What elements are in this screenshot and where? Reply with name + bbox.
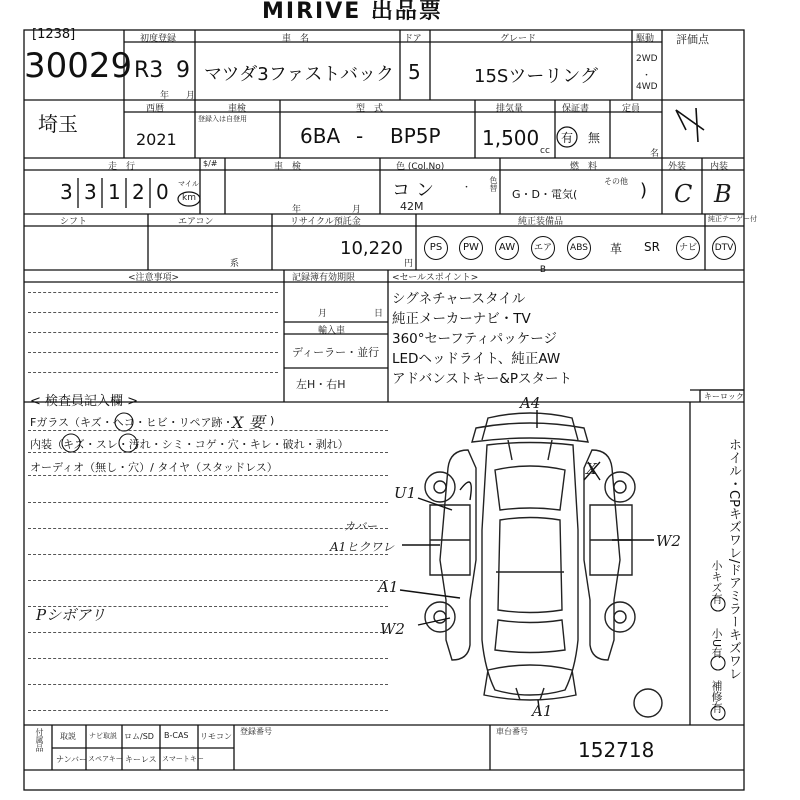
inspector-line	[28, 684, 388, 685]
equip-dtv: DTV	[712, 236, 736, 260]
model-prefix: 6BA	[300, 124, 341, 148]
warranty-label: 保証書	[562, 104, 590, 114]
accessory-label: 付属品	[35, 728, 44, 752]
inspection-sub: 登録入は自登用	[198, 115, 247, 123]
inspector-line	[28, 452, 388, 453]
handwritten-note: Pシボアリ	[36, 606, 106, 624]
sales-point-5: アドバンストキー&Pスタート	[392, 371, 572, 387]
inspection-label-2: 車 検	[274, 162, 302, 172]
registration-label: 登録番号	[240, 727, 272, 736]
doors-label: ドア	[404, 34, 422, 44]
mileage-digit-2: 3	[84, 180, 97, 204]
car-diagram	[400, 410, 662, 717]
sales-label: <セールスポイント>	[392, 273, 479, 283]
side-note-main: ホイル・CPキズワレ/ドアミラーキズワレ	[726, 438, 741, 681]
caution-line	[28, 372, 278, 373]
inspector-line	[28, 430, 388, 431]
inspector-label: < 検査員記入欄 >	[30, 394, 139, 409]
doors-value: 5	[408, 60, 421, 84]
record-day: 日	[374, 309, 384, 319]
diag-label-a1-left: A1	[378, 578, 399, 596]
record-label: 記録簿有効期限	[292, 273, 356, 283]
caution-label: <注意事項>	[128, 273, 180, 283]
ac-label: エアコン	[178, 217, 214, 227]
acc-remote: リモコン	[200, 732, 232, 741]
acc-navi-manual: ナビ取説	[89, 732, 117, 740]
diag-label-cover: カバー	[344, 520, 377, 533]
cc-unit: cc	[540, 146, 550, 156]
ins-month-unit: 月	[352, 205, 362, 215]
equipment-label: 純正装備品	[518, 217, 564, 227]
caution-line	[28, 292, 278, 293]
color-label: 色 (Col.No)	[396, 162, 445, 172]
sdollar-label: $/#	[203, 159, 218, 168]
lot-number: 30029	[24, 46, 133, 86]
diag-label-a1-crack: A1ヒクワレ	[330, 540, 395, 554]
first-reg-label: 初度登録	[140, 34, 177, 44]
caution-line	[28, 332, 278, 333]
km-unit: km	[182, 193, 196, 203]
fuel-label: 燃 料	[570, 162, 598, 172]
interior-line: 内装（キズ・スレ・汚れ・シミ・コゲ・穴・キレ・破れ・剥れ）	[30, 438, 349, 451]
acc-smart-key: スマートキー	[162, 755, 204, 763]
equip-leather: 革	[610, 242, 623, 256]
fuel-value: G・D・電気(	[512, 188, 578, 201]
model-label: 型 式	[356, 104, 384, 114]
dealer-type: ディーラー・並行	[292, 346, 380, 359]
interior-label: 内装	[710, 162, 729, 172]
inspector-line	[28, 710, 388, 711]
color-code: 42M	[400, 200, 424, 213]
color-value: コン	[392, 180, 440, 201]
fuel-other-label: その他	[604, 177, 628, 186]
cc-value: 1,500	[482, 126, 540, 150]
region: 埼玉	[38, 112, 78, 136]
drive-2wd: 2WD	[636, 54, 658, 64]
mileage-digit-5: 0	[156, 180, 169, 204]
shift-label: シフト	[60, 217, 88, 227]
year-unit: 年	[160, 91, 170, 101]
glass-line: Fガラス（キズ・ヘコ・ヒビ・リペア跡・	[30, 416, 234, 429]
diag-label-x: X	[586, 460, 597, 478]
inspector-line	[28, 632, 388, 633]
diag-label-u1: U1	[394, 484, 417, 502]
inspector-line	[28, 580, 388, 581]
drive-label: 駆動	[636, 34, 655, 44]
form-title: MIRIVE 出品票	[262, 0, 443, 24]
drive-4wd: 4WD	[636, 82, 658, 92]
glass-close: )	[270, 414, 275, 427]
equip-abs: ABS	[567, 236, 591, 260]
car-name-label: 車 名	[282, 34, 310, 44]
color-dot: ・	[462, 183, 472, 193]
mileage-digit-1: 3	[60, 180, 73, 204]
ins-year-unit: 年	[292, 205, 302, 215]
equip-pw: PW	[459, 236, 483, 260]
month-unit: 月	[186, 91, 196, 101]
inspector-line	[28, 658, 388, 659]
sales-point-4: LEDヘッドライト、純正AW	[392, 351, 561, 367]
ac-unit: 系	[230, 259, 240, 269]
inspector-line	[28, 475, 388, 476]
side-note-2: 小キズ有	[710, 560, 723, 604]
exterior-grade: C	[674, 180, 693, 208]
acc-number: ナンバー	[56, 755, 88, 764]
recycle-value: 10,220	[340, 238, 403, 259]
capacity-unit: 名	[650, 149, 660, 159]
extra-label: 純正テーゲー付	[708, 215, 757, 223]
mileage-digit-4: 2	[132, 180, 145, 204]
acc-bcas: B-CAS	[164, 731, 189, 740]
color-change-label: 色替	[489, 176, 498, 192]
mile-unit: マイル	[178, 180, 199, 188]
audio-line: オーディオ（無し・穴）/ タイヤ（スタッドレス）	[30, 461, 278, 474]
sales-point-2: 純正メーカーナビ・TV	[392, 311, 531, 327]
chassis-number: 152718	[578, 738, 655, 762]
equip-aw: AW	[495, 236, 519, 260]
warranty-no: 無	[588, 131, 601, 145]
first-reg-era: R3	[134, 58, 164, 83]
chassis-label: 車台番号	[496, 727, 528, 736]
acc-rom-sd: ロム/SD	[124, 732, 154, 741]
sales-point-3: 360°セーフティパッケージ	[392, 331, 557, 347]
keylock-label: キーロック	[704, 392, 744, 401]
mileage-digit-3: 1	[108, 180, 121, 204]
capacity-label: 定員	[622, 104, 641, 114]
acc-keyless: キーレス	[125, 755, 157, 764]
car-name: マツダ3ファストバック	[204, 64, 395, 85]
glass-mark: X 要	[232, 413, 265, 432]
first-reg-month: 9	[176, 58, 190, 83]
warranty-yes: 有	[561, 131, 574, 145]
equip-navi: ナビ	[676, 236, 700, 260]
inspector-line	[28, 528, 388, 529]
side-note-4: 補修有	[710, 680, 723, 713]
sales-point-1: シグネチャースタイル	[392, 291, 526, 307]
cc-label: 排気量	[496, 104, 524, 114]
exterior-label: 外装	[668, 162, 687, 172]
equip-sr: SR	[644, 240, 660, 254]
grade-value: 15Sツーリング	[474, 66, 598, 87]
steering: 左H・右H	[296, 378, 346, 391]
inspection-label: 車検	[228, 104, 247, 114]
score-label: 評価点	[676, 33, 709, 46]
equip-ps: PS	[424, 236, 448, 260]
mileage-label: 走 行	[108, 162, 136, 172]
year-label: 西暦	[146, 104, 165, 114]
recycle-unit: 円	[404, 259, 414, 269]
diag-label-a4: A4	[520, 394, 541, 412]
year-value: 2021	[136, 130, 177, 149]
lot-code: [1238]	[32, 27, 76, 42]
diag-label-a1-rear: A1	[532, 702, 553, 720]
acc-spare-key: スペアキー	[88, 755, 123, 763]
import-label: 輸入車	[318, 326, 346, 336]
caution-line	[28, 352, 278, 353]
recycle-label: リサイクル預託金	[290, 217, 361, 227]
interior-grade: B	[714, 180, 732, 208]
model-dash: -	[356, 124, 364, 148]
fuel-close: )	[640, 180, 648, 201]
caution-line	[28, 312, 278, 313]
score-value	[736, 112, 737, 113]
acc-manual: 取説	[60, 732, 76, 741]
diag-label-w2-right: W2	[656, 532, 681, 550]
record-month: 月	[318, 309, 328, 319]
equip-airbag: エアB	[531, 236, 555, 260]
grade-label: グレード	[500, 34, 537, 44]
diag-label-w2-left: W2	[380, 620, 405, 638]
drive-dot: ・	[642, 71, 652, 81]
inspector-line	[28, 502, 388, 503]
side-note-3: 小U有	[710, 628, 723, 659]
model-code: BP5P	[390, 124, 441, 148]
